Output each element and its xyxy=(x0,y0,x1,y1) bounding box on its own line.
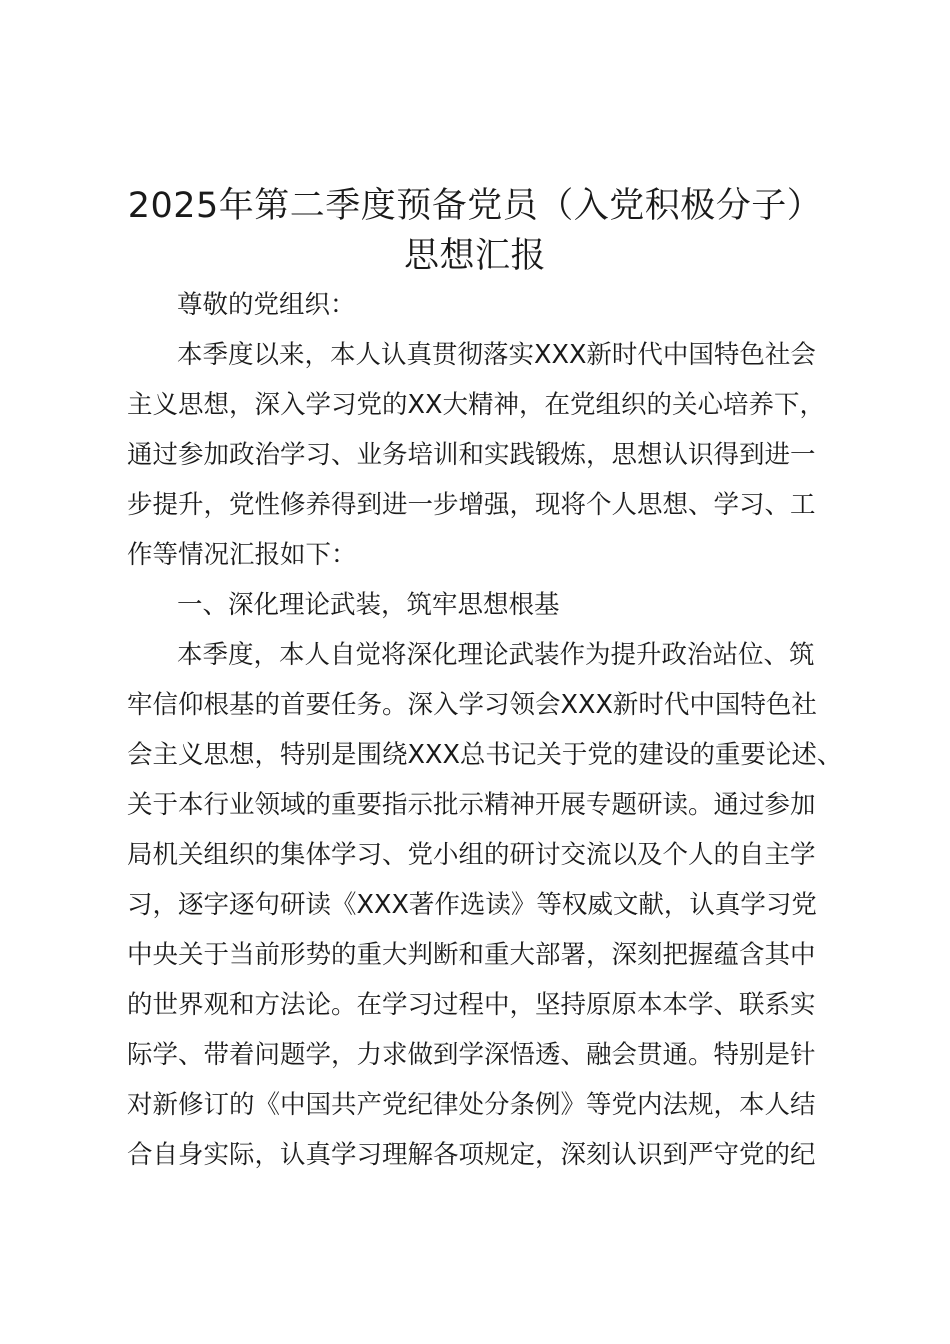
paragraph-line: 际学、带着问题学，力求做到学深悟透、融会贯通。特别是针 xyxy=(127,1040,816,1070)
document-title-line-1: 2025年第二季度预备党员（入党积极分子） xyxy=(127,186,823,226)
section-heading: 一、深化理论武装，筑牢思想根基 xyxy=(177,590,560,620)
paragraph-line: 关于本行业领域的重要指示批示精神开展专题研读。通过参加 xyxy=(127,790,816,820)
paragraph-line: 步提升，党性修养得到进一步增强，现将个人思想、学习、工 xyxy=(127,490,816,520)
paragraph-line: 本季度以来，本人认真贯彻落实XXX新时代中国特色社会 xyxy=(177,340,816,370)
salutation: 尊敬的党组织： xyxy=(177,290,356,320)
paragraph-line: 对新修订的《中国共产党纪律处分条例》等党内法规，本人结 xyxy=(127,1090,816,1120)
paragraph-line: 主义思想，深入学习党的XX大精神，在党组织的关心培养下， xyxy=(127,390,825,420)
paragraph-line: 牢信仰根基的首要任务。深入学习领会XXX新时代中国特色社 xyxy=(127,690,817,720)
paragraph-line: 作等情况汇报如下： xyxy=(127,540,357,570)
paragraph-line: 中央关于当前形势的重大判断和重大部署，深刻把握蕴含其中 xyxy=(127,940,816,970)
paragraph-line: 合自身实际，认真学习理解各项规定，深刻认识到严守党的纪 xyxy=(127,1140,816,1170)
paragraph-line: 通过参加政治学习、业务培训和实践锻炼，思想认识得到进一 xyxy=(127,440,816,470)
document-title-line-2: 思想汇报 xyxy=(403,236,546,276)
paragraph-line: 会主义思想，特别是围绕XXX总书记关于党的建设的重要论述、 xyxy=(127,740,843,770)
paragraph-line: 局机关组织的集体学习、党小组的研讨交流以及个人的自主学 xyxy=(127,840,816,870)
paragraph-line: 习，逐字逐句研读《XXX著作选读》等权威文献，认真学习党 xyxy=(127,890,817,920)
paragraph-line: 的世界观和方法论。在学习过程中，坚持原原本本学、联系实 xyxy=(127,990,816,1020)
paragraph-line: 本季度，本人自觉将深化理论武装作为提升政治站位、筑 xyxy=(177,640,815,670)
